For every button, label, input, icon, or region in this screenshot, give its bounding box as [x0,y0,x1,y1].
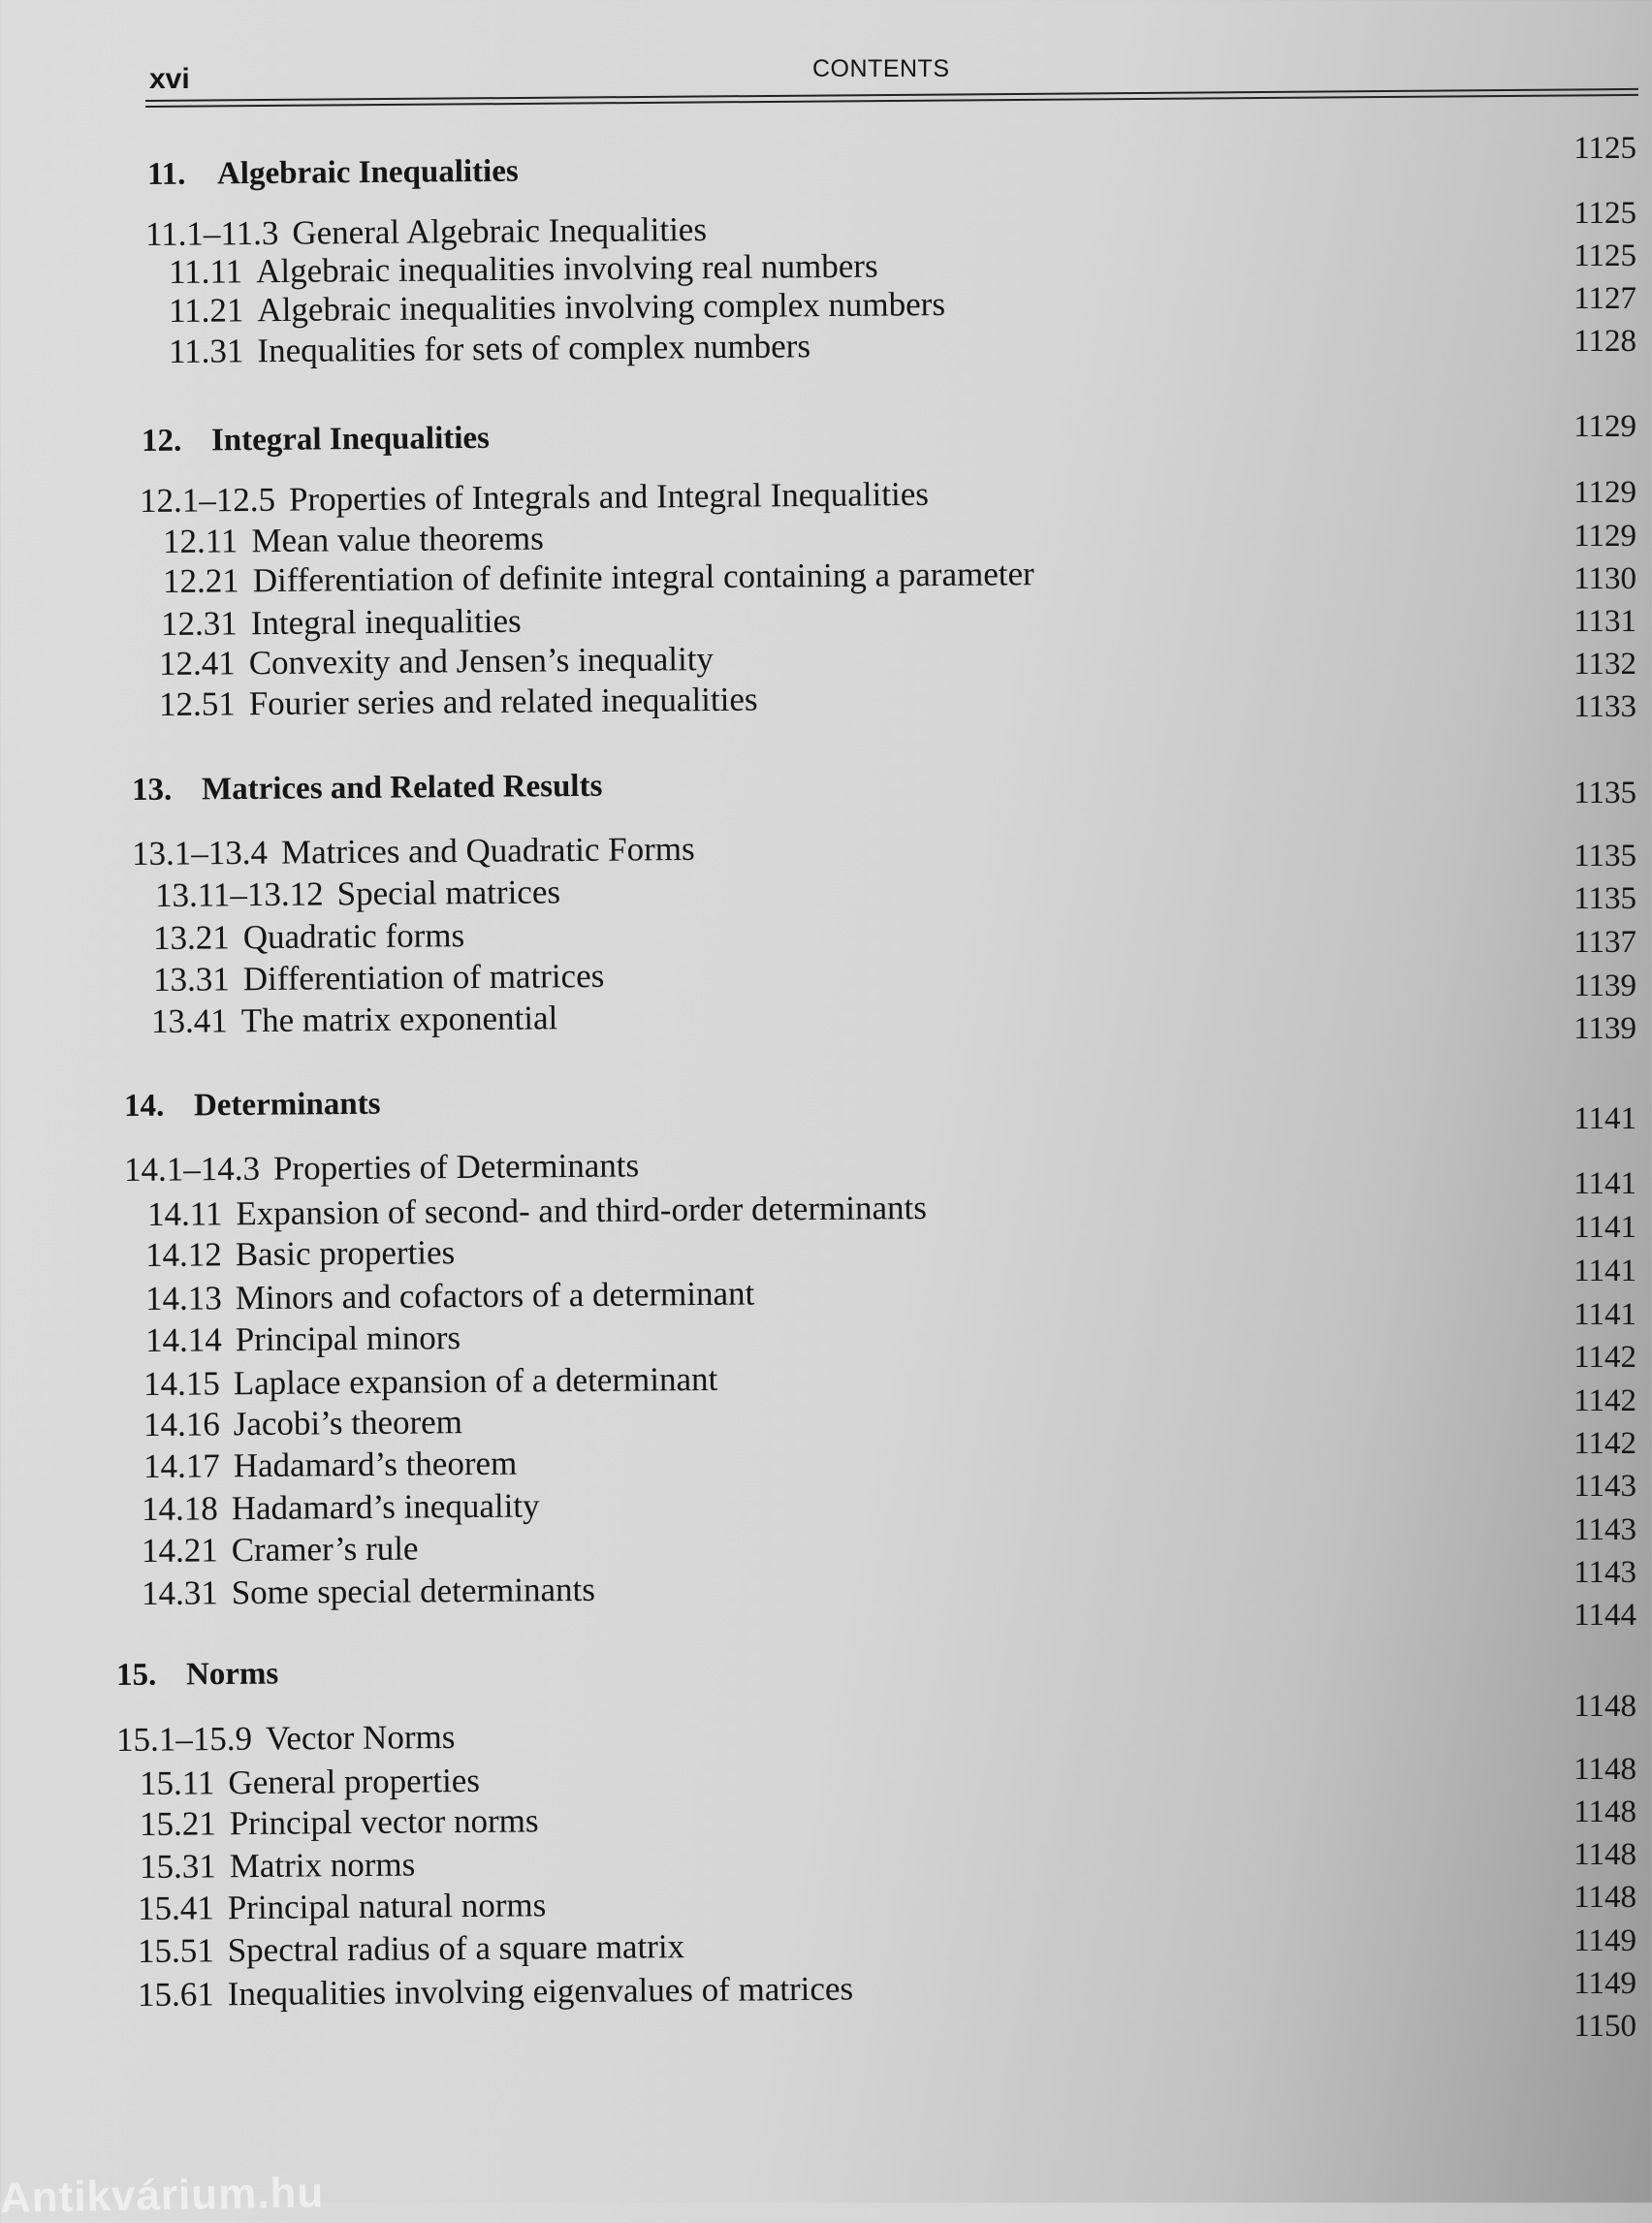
entry-code: 12.1–12.5 [139,480,276,520]
entry-code: 14.18 [141,1489,218,1528]
page-reference: 1129 [1573,519,1636,554]
page-reference: 1142 [1573,1340,1636,1375]
entry-title: Special matrices [336,873,561,913]
subsection-entry [140,1801,539,1844]
entry-code: 13.41 [150,1001,228,1040]
chapter-heading [142,419,490,460]
entry-title: Principal minors [235,1318,461,1359]
entry-title: Determinants [193,1086,381,1124]
entry-title: Inequalities for sets of complex numbers [257,327,811,370]
chapter-heading [116,1655,279,1695]
page-reference: 1131 [1573,604,1636,639]
entry-title: Minors and cofactors of a determinant [235,1274,755,1318]
entry-code: 14.16 [143,1405,220,1444]
running-title: CONTENTS [812,55,950,82]
page-reference: 1129 [1573,475,1636,510]
page-reference: 1148 [1573,1837,1636,1872]
page-reference: 1141 [1573,1210,1636,1245]
entry-title: Some special determinants [231,1570,596,1612]
page-reference: 1148 [1573,1880,1636,1915]
subsection-entry [143,1403,462,1445]
page-reference: 1141 [1573,1101,1636,1136]
entry-code: 15.11 [139,1763,215,1802]
subsection-entry [147,1189,927,1234]
entry-title: Differentiation of matrices [242,956,605,999]
chapter-number: 11. [146,156,186,192]
page-reference: 1141 [1573,1254,1636,1288]
page-reference: 1148 [1573,1689,1636,1724]
page-reference: 1125 [1573,238,1636,273]
entry-code: 15.51 [137,1931,214,1970]
chapter-heading [132,767,603,810]
entry-title: Norms [185,1656,279,1693]
page-reference: 1133 [1573,689,1636,724]
subsection-entry [142,1530,419,1571]
page-reference: 1137 [1573,925,1636,960]
entry-title: General Algebraic Inequalities [292,209,708,252]
entry-title: Cramer’s rule [231,1529,419,1570]
entry-title: Quadratic forms [242,916,465,957]
page-reference: 1141 [1573,1166,1636,1201]
page-reference: 1141 [1573,1297,1636,1332]
entry-title: Fourier series and related inequalities [248,680,758,723]
entry-code: 11.1–11.3 [144,213,279,253]
chapter-number: 15. [115,1657,157,1693]
subsection-entry [140,1846,416,1887]
page-reference: 1143 [1573,1512,1636,1547]
subsection-entry [143,1445,518,1486]
subsection-entry [155,873,560,915]
subsection-entry [138,1970,853,2015]
entry-code: 15.61 [137,1975,214,2014]
entry-title: Spectral radius of a square matrix [227,1927,685,1970]
subsection-entry [140,1762,480,1803]
entry-code: 14.21 [141,1531,218,1570]
entry-title: The matrix exponential [240,999,558,1040]
entry-code: 11.11 [168,252,243,291]
subsection-entry [163,520,544,561]
entry-code: 15.31 [139,1847,216,1886]
page-reference: 1125 [1573,131,1636,166]
subsection-entry [169,247,878,292]
entry-code: 13.21 [152,918,230,957]
entry-title: Properties of Determinants [272,1146,640,1188]
subsection-entry [138,1886,547,1928]
subsection-entry [151,999,558,1041]
subsection-entry [169,327,810,371]
page-reference: 1125 [1573,196,1636,231]
entry-title: Hadamard’s inequality [231,1486,540,1528]
entry-code: 12.31 [160,604,238,643]
page-reference: 1142 [1573,1383,1636,1418]
subsection-entry [153,957,605,1000]
page-reference: 1149 [1573,1923,1636,1958]
entry-code: 13.31 [152,960,230,999]
entry-code: 14.12 [144,1235,222,1274]
subsection-entry [153,916,464,958]
page-reference: 1128 [1573,324,1636,359]
entry-title: Algebraic inequalities involving real numbers [255,246,878,291]
subsection-entry [145,1318,461,1360]
entry-code: 15.1–15.9 [115,1719,253,1759]
page-reference: 1148 [1573,1752,1636,1787]
subsection-entry [159,640,714,683]
section-entry [132,830,695,873]
page-reference: 1135 [1573,881,1636,916]
page-reference: 1143 [1573,1555,1636,1590]
entry-code: 12.51 [158,684,236,723]
entry-title: Principal vector norms [229,1801,539,1843]
page-reference: 1139 [1573,969,1636,1003]
subsection-entry [169,285,945,331]
entry-title: Expansion of second- and third-order determinants [236,1188,928,1233]
entry-title: Matrices and Quadratic Forms [280,829,695,872]
entry-code: 11.21 [168,291,244,330]
entry-title: Principal natural norms [227,1886,547,1927]
entry-code: 13.1–13.4 [131,833,269,873]
entry-title: Algebraic Inequalities [216,153,519,192]
subsection-entry [145,1275,755,1318]
entry-title: Basic properties [235,1233,456,1274]
section-entry [145,210,707,254]
entry-title: Integral inequalities [250,601,522,643]
page-reference: 1135 [1573,776,1636,810]
page-reference: 1143 [1573,1469,1636,1504]
page-reference: 1148 [1573,1794,1636,1829]
entry-code: 14.1–14.3 [123,1149,261,1189]
entry-code: 11.31 [168,332,244,370]
subsection-entry [142,1486,540,1529]
entry-title: Hadamard’s theorem [233,1444,518,1485]
section-entry [140,475,929,521]
section-entry [124,1146,639,1190]
entry-code: 12.41 [158,644,236,683]
page-number: xvi [149,63,190,95]
page-reference: 1135 [1573,839,1636,873]
entry-title: Integral Inequalities [210,420,491,459]
entry-title: Vector Norms [265,1717,456,1758]
subsection-entry [163,555,1034,601]
entry-title: Convexity and Jensen’s inequality [248,640,715,683]
entry-code: 14.14 [144,1320,222,1359]
entry-title: Algebraic inequalities involving complex numbers [257,285,946,330]
entry-title: Properties of Integrals and Integral Inequalities [288,474,930,519]
entry-title: Inequalities involving eigenvalues of matrices [227,1969,854,2014]
entry-code: 12.11 [162,522,238,560]
subsection-entry [138,1927,684,1971]
entry-code: 14.17 [143,1446,220,1485]
subsection-entry [159,681,758,724]
chapter-heading [124,1085,381,1126]
chapter-number: 14. [123,1088,165,1124]
subsection-entry [145,1233,456,1275]
page-reference: 1142 [1573,1426,1636,1461]
page-reference: 1129 [1573,409,1636,444]
page-reference: 1149 [1573,1966,1636,2001]
subsection-entry [142,1571,595,1613]
entry-code: 14.11 [146,1194,223,1233]
chapter-number: 13. [131,772,173,808]
entry-title: Differentiation of definite integral containing a parameter [252,555,1034,600]
entry-code: 12.21 [162,561,239,600]
entry-title: Laplace expansion of a determinant [233,1359,718,1403]
page-reference: 1150 [1573,2009,1636,2044]
entry-title: Mean value theorems [251,519,544,560]
page-reference: 1139 [1573,1011,1636,1046]
entry-title: Jacobi’s theorem [233,1403,463,1444]
page-reference: 1144 [1573,1598,1636,1633]
entry-code: 15.21 [139,1804,216,1843]
entry-code: 14.15 [143,1364,220,1403]
subsection-entry [161,602,522,644]
entry-code: 14.13 [144,1279,222,1318]
entry-title: General properties [228,1761,481,1802]
entry-code: 13.11–13.12 [154,874,324,914]
page-reference: 1132 [1573,647,1636,682]
subsection-entry [143,1360,718,1404]
entry-code: 15.41 [137,1889,214,1927]
section-entry [116,1718,456,1760]
chapter-heading [147,152,519,194]
watermark: Antikvárium.hu [0,2169,325,2222]
entry-title: Matrices and Related Results [201,768,603,808]
entry-title: Matrix norms [229,1845,416,1886]
page-reference: 1130 [1573,561,1636,596]
entry-code: 14.31 [141,1573,218,1612]
chapter-number: 12. [141,423,182,459]
page-reference: 1127 [1573,281,1636,316]
